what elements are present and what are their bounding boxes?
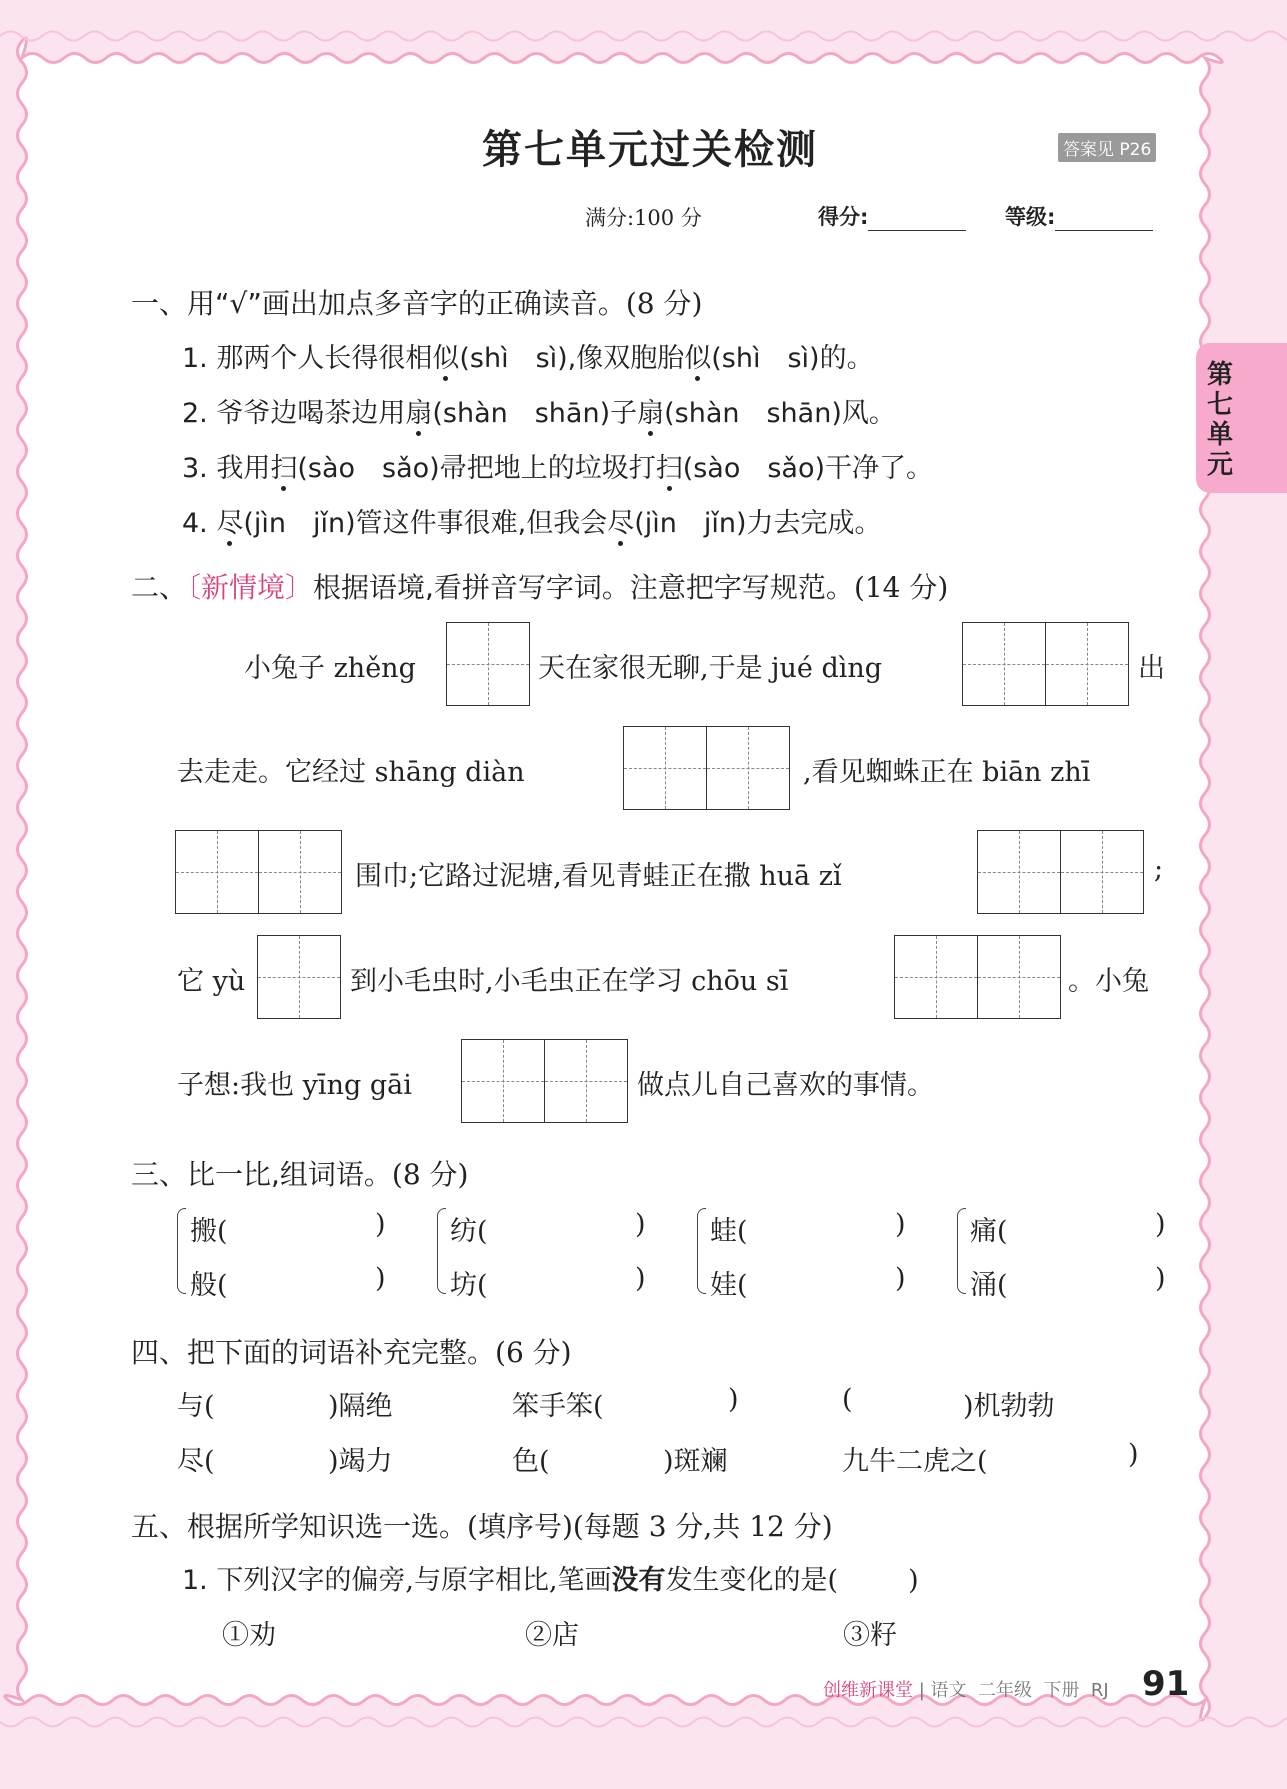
idiom-1-end: )隔绝 [328,1391,393,1422]
dotted-char: 扇 [405,391,432,430]
dotted-char: 尽 [216,501,243,540]
grade-blank[interactable] [1055,208,1153,231]
idiom-4-start: 尽( [177,1446,215,1477]
score-label [818,201,966,231]
pinyin-choices[interactable]: (jìn jǐn)管这件事很难,但我会 [243,508,608,539]
bracket-left-3 [697,1208,706,1294]
footer-separator: | [918,1680,925,1701]
grid-cell[interactable] [1045,623,1128,705]
footer-subject: 语文 [930,1680,967,1701]
s5-question-1 [182,1558,919,1597]
s2-line5-text-a: 子想:我也 yīng gāi [177,1070,412,1101]
question-number: 4. [182,508,208,539]
pinyin-choices[interactable]: (sào sǎo)帚把地上的垃圾打 [297,453,656,484]
s2-line5-text-b: 做点儿自己喜欢的事情。 [637,1070,934,1101]
page-number: 91 [1142,1664,1190,1704]
grid-cell[interactable] [624,727,706,809]
s2-line1-text-b: 天在家很无聊,于是 jué dìng [538,653,883,684]
s2-line3-text-a: 围巾;它路过泥塘,看见青蛙正在撒 huā zǐ [355,861,842,892]
pair-1-top-close[interactable]: ) [375,1209,386,1240]
idiom-5-end: )斑斓 [663,1446,728,1477]
pair-2-bottom-close[interactable]: ) [635,1263,646,1294]
footer-volume: 下册 [1043,1680,1080,1701]
full-score-label: 满分:100 分 [585,206,702,230]
grid-cell[interactable] [447,623,529,705]
s2-line2-text-a: 去走走。它经过 shāng diàn [177,757,525,788]
section-4-points: (6 分) [495,1336,572,1369]
pair-1-bottom-close[interactable]: ) [375,1263,386,1294]
idiom-3-start: ( [842,1384,853,1415]
section-1-title [131,282,702,322]
s2-line1-text-a: 小兔子 zhěng [244,653,416,684]
question-number: 2. [182,398,208,429]
section-3-title-text: 三、比一比,组词语。 [131,1158,392,1191]
section-5-points: (填序号)(每题 3 分,共 12 分) [467,1510,833,1543]
pair-4-bottom: 涌( [970,1270,1008,1301]
s2-line4-text-a: 它 yù [177,966,246,997]
pair-3-top: 蛙( [710,1216,748,1247]
pair-2-top-close[interactable]: ) [635,1209,646,1240]
s2-line3-text-b: ; [1154,854,1164,885]
option-1[interactable]: ①劝 [222,1620,276,1651]
grid-cell[interactable] [706,727,789,809]
s2-line2-text-b: ,看见蜘蛛正在 biān zhī [803,757,1091,788]
pinyin-choices[interactable]: (shàn shān)风。 [664,398,896,429]
footer-brand: 创维新课堂 [823,1680,913,1701]
grid-cell[interactable] [895,936,977,1018]
pair-2-top: 纺( [450,1216,488,1247]
grid-cell[interactable] [977,936,1060,1018]
page-title: 第七单元过关检测 [482,127,818,173]
footer-edition: RJ [1090,1680,1109,1701]
question-number: 1. [182,1565,208,1596]
pair-2-bottom: 坊( [450,1270,488,1301]
score-label-text: 得分: [818,205,869,229]
writing-grid-zheng[interactable] [446,622,530,706]
s1-question-2 [182,391,896,430]
unit-side-tab-label: 第七单元 [1206,360,1233,480]
idiom-6-end: ) [1128,1439,1139,1470]
footer-book-info [823,1676,1109,1702]
bracket-left-2 [437,1208,446,1294]
pinyin-choices[interactable]: (shàn shān)子 [432,398,638,429]
question-text: 那两个人长得很相 [216,343,433,374]
idiom-1-start: 与( [177,1391,215,1422]
pair-3-top-close[interactable]: ) [895,1209,906,1240]
dotted-char: 似 [684,336,711,375]
section-3-points: (8 分) [391,1158,469,1191]
pinyin-choices[interactable]: (shì sì)的。 [711,343,874,374]
grid-cell[interactable] [544,1040,627,1122]
pair-1-top: 搬( [190,1216,228,1247]
writing-grid-bianzhi[interactable] [175,830,342,914]
question-text: 爷爷边喝茶边用 [216,398,406,429]
s2-line4-text-b: 到小毛虫时,小毛虫正在学习 chōu sī [350,966,789,997]
question-text: 下列汉字的偏旁,与原字相比,笔画 [216,1565,612,1596]
s1-question-1 [182,336,874,375]
question-number: 3. [182,453,208,484]
section-2-prefix: 二、 [131,571,188,604]
dotted-char: 扫 [270,446,297,485]
writing-grid-yinggai[interactable] [461,1039,628,1123]
question-text-end: 发生变化的是( [665,1565,839,1596]
dotted-char: 扫 [656,446,683,485]
question-number: 1. [182,343,208,374]
pair-1-bottom: 般( [190,1270,228,1301]
option-2[interactable]: ②店 [525,1620,579,1651]
idiom-2-end: ) [728,1384,739,1415]
pair-4-top-close[interactable]: ) [1155,1209,1166,1240]
s1-question-4 [182,501,882,540]
writing-grid-chousi[interactable] [894,935,1061,1019]
writing-grid-jueding[interactable] [962,622,1129,706]
pair-3-bottom: 娃( [710,1270,748,1301]
answer-reference-badge: 答案见 P26 [1058,133,1156,162]
section-2-title [131,566,948,606]
score-blank[interactable] [868,208,966,231]
section-1-title-text: 一、用“√”画出加点多音字的正确读音。 [131,287,626,320]
idiom-2-start: 笨手笨( [512,1391,604,1422]
s1-question-3 [182,446,933,485]
grid-cell[interactable] [963,623,1045,705]
grid-cell[interactable] [258,936,340,1018]
grid-cell[interactable] [176,831,258,913]
writing-grid-yu[interactable] [257,935,341,1019]
section-4-title-text: 四、把下面的词语补充完整。 [131,1336,496,1369]
idiom-4-end: )竭力 [328,1446,393,1477]
grid-cell[interactable] [1060,831,1143,913]
grade-label-text: 等级: [1005,205,1056,229]
writing-grid-shangdian[interactable] [623,726,790,810]
section-2-title-text: 根据语境,看拼音写字词。注意把字写规范。 [313,571,854,604]
grid-cell[interactable] [258,831,341,913]
pair-4-bottom-close[interactable]: ) [1155,1263,1166,1294]
bracket-left-1 [177,1208,186,1294]
grid-cell[interactable] [462,1040,544,1122]
idiom-5-start: 色( [512,1446,550,1477]
s2-line1-text-c: 出 [1138,653,1165,684]
bracket-left-4 [957,1208,966,1294]
new-context-tag: 〔新情境〕 [187,571,314,604]
footer-grade: 二年级 [978,1680,1032,1701]
writing-grid-huazi[interactable] [977,830,1144,914]
emphasis-text: 没有 [611,1565,666,1596]
section-5-title [131,1505,833,1545]
section-2-points: (14 分) [853,571,949,604]
pinyin-choices[interactable]: (sào sǎo)干净了。 [682,453,934,484]
dotted-char: 扇 [637,391,664,430]
answer-close: ) [908,1565,919,1596]
section-1-points: (8 分) [625,287,703,320]
idiom-6-start: 九牛二虎之( [842,1446,988,1477]
option-3[interactable]: ③籽 [843,1620,897,1651]
question-text: 我用 [216,453,271,484]
grade-label [1005,201,1153,231]
dotted-char: 似 [432,336,459,375]
section-3-title [131,1153,468,1193]
grid-cell[interactable] [978,831,1060,913]
pair-3-bottom-close[interactable]: ) [895,1263,906,1294]
section-4-title [131,1331,572,1371]
idiom-3-end: )机勃勃 [963,1391,1055,1422]
pinyin-choices[interactable]: (shì sì),像双胞胎 [459,343,685,374]
pinyin-choices[interactable]: (jìn jǐn)力去完成。 [634,508,882,539]
pair-4-top: 痛( [970,1216,1008,1247]
section-5-title-text: 五、根据所学知识选一选。 [131,1510,468,1543]
s2-line4-text-c: 。小兔 [1068,966,1149,997]
dotted-char: 尽 [607,501,634,540]
